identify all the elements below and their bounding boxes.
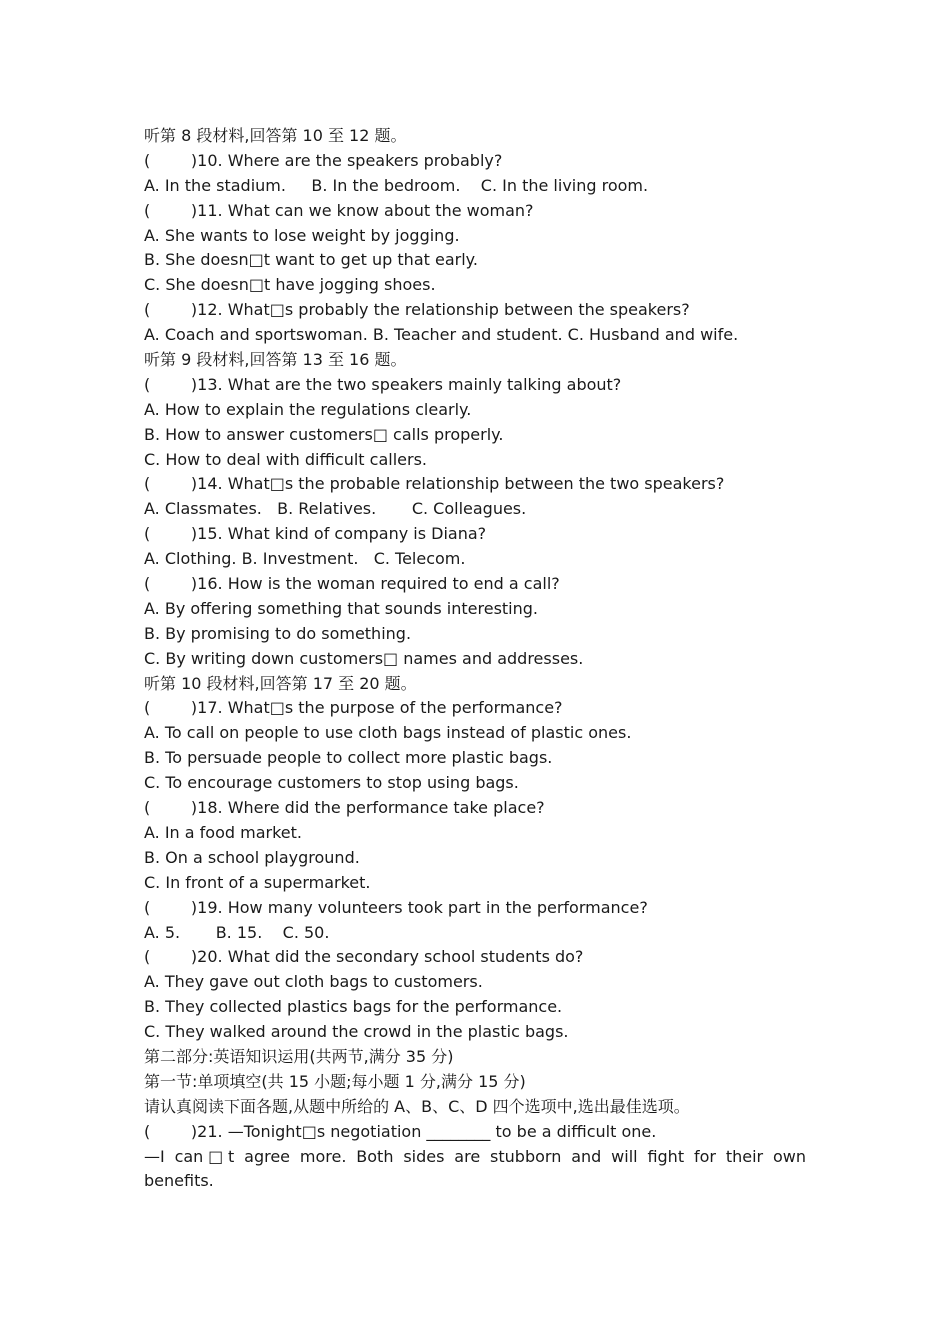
question-20: ( )20. What did the secondary school students do? [144,947,584,967]
section-heading: 听第 9 段材料,回答第 13 至 16 题。 [144,350,407,370]
option-16-c: C. By writing down customers□ names and addresses. [144,648,584,668]
question-21-reply: —I can□t agree more. Both sides are stubborn and will fight for their own benefits. [144,1146,806,1191]
options-12: A. Coach and sportswoman. B. Teacher and student. C. Husband and wife. [144,325,739,345]
question-14: ( )14. What□s the probable relationship between the two speakers? [144,474,725,494]
question-11: ( )11. What can we know about the woman? [144,200,534,220]
options-14: A. Classmates. B. Relatives. C. Colleagues. [144,499,527,519]
option-20-b: B. They collected plastics bags for the performance. [144,997,563,1017]
option-11-b: B. She doesn□t want to get up that early. [144,250,478,270]
option-20-a: A. They gave out cloth bags to customers. [144,972,483,992]
section-heading: 听第 8 段材料,回答第 10 至 12 题。 [144,126,407,145]
question-17: ( )17. What□s the purpose of the performance? [144,698,563,718]
option-18-c: C. In front of a supermarket. [144,872,371,892]
options-10: A. In the stadium. B. In the bedroom. C. In the living room. [144,175,649,195]
part-two-heading: 第二部分:英语知识运用(共两节,满分 35 分) [144,1046,454,1066]
option-11-c: C. She doesn□t have jogging shoes. [144,275,436,295]
option-17-b: B. To persuade people to collect more plastic bags. [144,748,553,768]
question-19: ( )19. How many volunteers took part in the performance? [144,897,648,917]
option-13-a: A. How to explain the regulations clearly. [144,399,472,419]
instructions: 请认真阅读下面各题,从题中所给的 A、B、C、D 四个选项中,选出最佳选项。 [144,1096,690,1116]
option-16-b: B. By promising to do something. [144,623,412,643]
question-13: ( )13. What are the two speakers mainly talking about? [144,374,622,394]
options-15: A. Clothing. B. Investment. C. Telecom. [144,549,466,569]
question-18: ( )18. Where did the performance take place? [144,798,545,818]
option-11-a: A. She wants to lose weight by jogging. [144,225,460,245]
option-18-b: B. On a school playground. [144,847,360,867]
section-heading: 听第 10 段材料,回答第 17 至 20 题。 [144,673,417,693]
option-17-a: A. To call on people to use cloth bags instead of plastic ones. [144,723,632,743]
option-17-c: C. To encourage customers to stop using bags. [144,773,519,793]
options-19: A. 5. B. 15. C. 50. [144,922,330,942]
question-12: ( )12. What□s probably the relationship between the speakers? [144,300,690,320]
option-18-a: A. In a food market. [144,822,302,842]
option-13-b: B. How to answer customers□ calls properly. [144,424,504,444]
question-21: ( )21. —Tonight□s negotiation ________ to be a difficult one. [144,1121,657,1141]
document-page [144,124,806,1194]
option-13-c: C. How to deal with difficult callers. [144,449,427,469]
question-16: ( )16. How is the woman required to end a call? [144,574,560,594]
question-15: ( )15. What kind of company is Diana? [144,524,487,544]
section-one-heading: 第一节:单项填空(共 15 小题;每小题 1 分,满分 15 分) [144,1071,526,1091]
option-20-c: C. They walked around the crowd in the plastic bags. [144,1022,569,1042]
option-16-a: A. By offering something that sounds interesting. [144,598,538,618]
question-10: ( )10. Where are the speakers probably? [144,150,503,170]
